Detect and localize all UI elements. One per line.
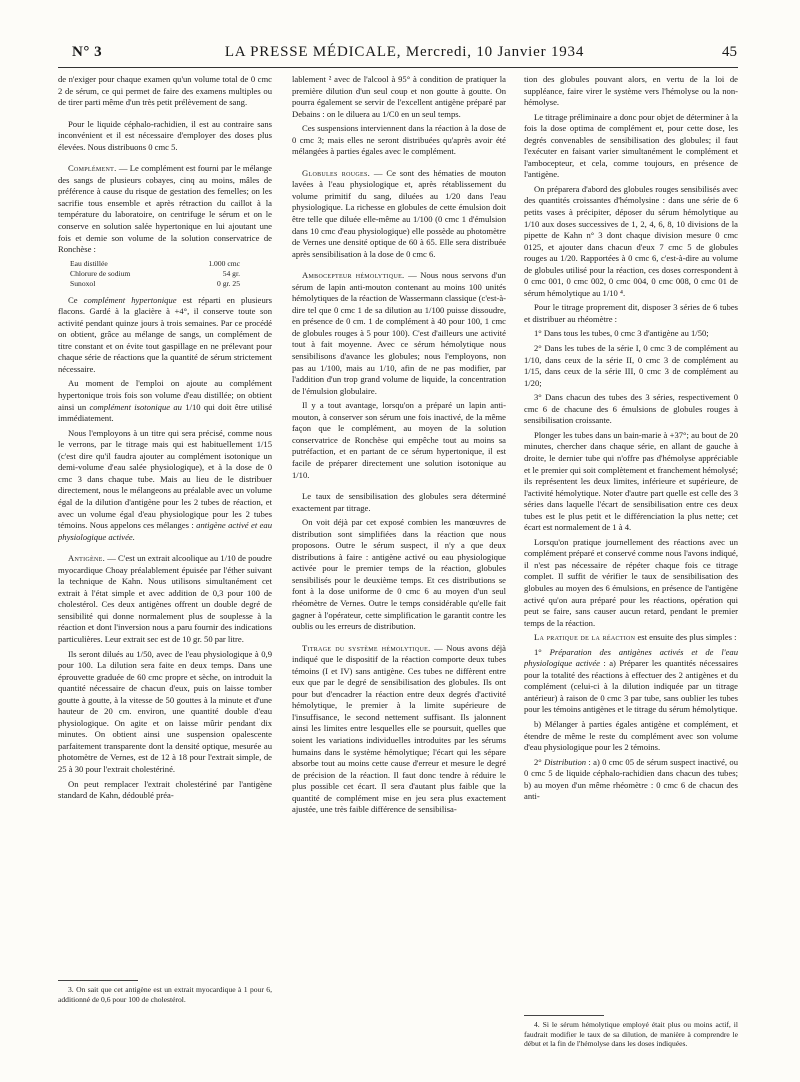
footnote: 3. On sait que cet antigène est un extrait myocardique à 1 pour 6, additionné de 0,6 pour 100 de cholestérol. [58,985,272,1004]
paragraph: de n'exiger pour chaque examen qu'un volume total de 0 cmc 2 de sérum, ce qui permet de faire des examens multiples ou de tirer parti même d'un très petit prélèvement de sang. [58,74,272,108]
list-item: 2° Dans les tubes de la série I, 0 cmc 3 de complément au 1/10, dans ceux de la série II, 0 cmc 3 de complément au 1/15, dans ceux de la série III, 0 cmc 3 de complément au 1/20; [524,343,738,388]
paragraph: Ils seront dilués au 1/50, avec de l'eau physiologique à 0,9 pour 100. La dilution sera faite en deux temps. Dans une éprouvette graduée de 60 cmc propre et sèche, on introduit la quantité nécessaire de chacun d'eux, puis on laisse tomber goutte à goutte, à la vitesse de 50 gouttes à la minute et d'une hauteur de 20 cm. environ, une quantité double d'eau physiologique. On agite et on laisse mûrir pendant dix minutes. On obtient ainsi une suspension opalescente parfaitement transparente dont la densité optique, mesurée au photomètre de Vernes, est de 12 à 18 pour l'extrait simple, de 25 à 30 pour l'extrait cholestériné. [58,648,272,774]
paragraph: On peut remplacer l'extrait cholestériné par l'antigène standard de Kahn, dédoublé préa- [58,778,272,801]
section-pratique: La pratique de la réaction est ensuite des plus simples : [534,632,737,643]
recipe-item: Chlorure de sodium 54 gr. [70,268,240,278]
paragraph: lablement ² avec de l'alcool à 95° à condition de pratiquer la première dilution d'un seul coup et non goutte à goutte. On pourra également se servir de l'excellent antigène préparé par Debains : on le diluera au 1/C0 en un seul temps. [292,74,506,119]
paragraph: Ces suspensions interviennent dans la réaction à la dose de 0 cmc 3; mais elles ne seront distribuées qu'après avoir été mélangées à parties égales avec le complément. [292,123,506,157]
section-heading: Globules rouges. [302,167,371,178]
issue-number: N° 3 [72,44,103,60]
list-item: 1° Préparation des antigènes activés et de l'eau physiologique activée : a) Préparer les quantités nécessaires pour la totalité des réactions à effectuer des 2 antigènes et du complément (celui-ci à la dilution indiquée par un titrage antérieur) à raison de 0 cmc 3 par tube, sans oublier les tubes pour les témoins antigènes et le titrage du sérum hémolytique. [524,646,738,715]
paragraph: tion des globules pouvant alors, en vertu de la loi de suppléance, faire virer le système vers l'hémolyse ou la non-hémolyse. [524,74,738,108]
paragraph: Il y a tout avantage, lorsqu'on a préparé un lapin anti-mouton, à conserver son sérum une fois inactivé, de la même façon que le complément, au moyen de la solution conservatrice de Ronchèse qui empêche tout au moins sa putréfaction, et en partant de ce sérum hypertonique, il est facile de préparer directement une solution isotonique au 1/10. [292,400,506,480]
paragraph: Plonger les tubes dans un bain-marie à +37°; au bout de 20 minutes, chercher dans chaque série, en allant de gauche à droite, le dernier tube qui n'offre pas d'hémolyse appréciable et le premier qui soit complètement et franchement hémolysé; ils représentent les deux limites, inférieure et supérieure, de l'activité hémolytique. Noter d'autre part quelle est celle des 3 séries dans laquelle l'écart de sensibilisation entre ces deux tubes est le plus petit et le différenciation la plus nette; cet écart est normalement de 1 à 4. [524,429,738,533]
page-header [72,44,737,68]
page-number: 45 [722,44,737,60]
footnote-area [524,1009,738,1052]
paragraph: Le titrage préliminaire a donc pour objet de déterminer à la fois la dose optima de complément et, pour cette dose, les degrés convenables de sensibilisation des globules; il faut l'exécuter en faisant varier simultanément le complément et l'ambocepteur, et cela, comme toujours, en présence de l'antigène. [524,111,738,180]
footnote: 4. Si le sérum hémolytique employé était plus ou moins actif, il faudrait modifier le taux de sa dilution, de manière à comprendre le début et la fin de l'hémolyse dans les doses indiquées. [524,1020,738,1049]
recipe-item: Sunoxol 0 gr. 25 [70,278,240,288]
section-antigene: Antigène. — C'est un extrait alcoolique au 1/10 de poudre myocardique Choay préalablement épuisée par l'éther suivant la technique de Kahn. Nous utilisons simultanément cet extrait à l'état simple et avec addition de 0,3 pour 100 de cholestérol. Ces deux antigènes offrent un double degré de sensibilité qui donne normalement plus de souplesse à la réaction et dont l'inversion nous a paru fournir des indications particulières. Leur extrait sec est de 10 gr. 50 par litre. [58,553,272,644]
section-ambocepteur: Ambocepteur hémolytique. — Nous nous servons d'un sérum de lapin anti-mouton contenant au moins 100 unités hémolytiques de la réaction de Wassermann classique (c'est-à-dire tel que 0 cmc 1 de sa dilution au 1/100 puisse dissoudre, en présence de 0 cm. 1 de complément à 40 pour 100, 1 cmc de globules rouges à 5 pour 100). C'est d'ailleurs une activité tout à fait moyenne. Avec ce sérum hémolytique nous sensibilisons d'avance les globules; nous l'employons, non pas au 1/100, mais au 1/10, afin de ne pas modifier, par l'addition d'un trop grand volume de liquide, la concentration de l'émulsion globulaire. [292,270,506,396]
footnote-rule [524,1015,604,1016]
column-1 [58,74,272,1070]
paragraph: Pour le liquide céphalo-rachidien, il est au contraire sans inconvénient et il est nécessaire d'employer des doses plus élevées. Nous distribuons 0 cmc 5. [58,118,272,152]
column-3 [524,74,738,1070]
paragraph: Nous l'employons à un titre qui sera précisé, comme nous le verrons, par le titrage mais qui est habituellement 1/15 (c'est dire qu'il faudra ajouter au complément isotonique un demi-volume d'eau salée physiologique), et à la dose de 0 cmc 3 dans chaque tube. Mais au lieu de le distribuer directement, nous le mélangeons au préalable avec un volume égal de la dilution d'antigène pour les 2 tubes de réaction, et avec un volume égal d'eau physiologique pour les 2 tubes témoins. Nous appelons ces mélanges : antigène activé et eau physiologique activée. [58,427,272,542]
paragraph: Le taux de sensibilisation des globules sera déterminé exactement par titrage. [292,491,506,513]
paragraph: On voit déjà par cet exposé combien les manœuvres de distribution sont simplifiées dans la réaction que nous proposons. Outre le sérum suspect, il n'y a que deux distributions à faire : antigène activé ou eau physiologique activée pour le premier temps de la réaction, globules sensibilisés pour le deuxième temps. Et ces distributions se font à la dose uniforme de 0 cmc 6 au moyen d'un seul rhéomètre de Vernes. Outre le temps considérable qu'elle fait gagner à l'opérateur, cette simplification le garantit contre les oublis ou les erreurs de distribution. [292,517,506,632]
paragraph: Ce complément hypertonique est réparti en plusieurs flacons. Gardé à la glacière à +4°, il conserve toute son activité pendant quinze jours à trois semaines. Par ce procédé on obtient, grâce au mélange de sangs, un complément de titre constant et on évite tout gaspillage en ne prélevant pour chaque série de réactions que la quantité de sérum strictement nécessaire. [58,294,272,374]
header-rule [58,67,738,68]
recipe-item: Eau distillée 1.000 cmc [70,258,240,268]
section-heading: Titrage du système hémolytique. [302,642,431,653]
section-complement: Complément. — Le complément est fourni par le mélange des sangs de plusieurs cobayes, cinq au moins, mâles de préférence à cause du risque de gestation des femelles; on les sacrifie tous ensemble et après rétraction du caillot à la température du laboratoire, on centrifuge le sérum et on le conserve en solution salée hypertonique en lui ajoutant une fois et demie son volume de la solution conservatrice de Ronchèse : [58,163,272,255]
list-item: 1° Dans tous les tubes, 0 cmc 3 d'antigène au 1/50; [534,328,709,339]
footnote-area [58,974,272,1007]
section-heading: La pratique de la réaction [534,632,636,643]
paragraph: On préparera d'abord des globules rouges sensibilisés avec des quantités croissantes d'hémolysine : dans une série de 6 petits vases à précipiter, déposer du sérum hémolytique au 1/10 aux doses successives de 1, 2, 4, 6, 8, 10 divisions de la pipette de Kahn n° 3 dont chaque division mesure 0 cmc 0125, et ajouter dans chacun d'eux 7 cmc 5 de globules rouges au 1/20. Rapportées à 0 cmc 6, c'est-à-dire au volume de globules utilisé pour la réaction, ces doses correspondent à 0 cmc 001, 0 cmc 002, 0 cmc 004, 0 cmc 008, 0 cmc 01 de sérum hémolytique au 1/10 ⁴. [524,183,738,298]
section-heading: Complément. [68,163,117,174]
paragraph: Lorsqu'on pratique journellement des réactions avec un complément préparé et conservé comme nous l'avons indiqué, il n'est pas nécessaire de répéter chaque fois ce titrage complet. Il suffit de vérifier le taux de sensibilisation des globules au moyen des 6 émulsions, en présence de l'antigène activé qu'on aura préparé pour les réactions, opération qui peut se faire, sans causer aucun retard, pendant le premier temps de la réaction. [524,536,738,628]
section-heading: Antigène. [68,553,106,564]
column-2 [292,74,506,1070]
list-item: 2° Distribution : a) 0 cmc 05 de sérum suspect inactivé, ou 0 cmc 5 de liquide céphalo-rachidien dans chacun des tubes; b) au moyen d'un même rhéomètre : 0 cmc 6 de chacun des anti- [524,756,738,802]
footnote-rule [58,980,138,981]
section-heading: Ambocepteur hémolytique. [302,270,405,281]
list-item: 3° Dans chacun des tubes des 3 séries, respectivement 0 cmc 6 de chacune des 6 émulsions de globules rouges à sensibilisation croissante. [524,392,738,426]
recipe-list [70,259,272,289]
journal-title: LA PRESSE MÉDICALE, Mercredi, 10 Janvier 1934 [224,44,585,60]
list-item: b) Mélanger à parties égales antigène et complément, et étendre de même le reste du complément avec son volume d'eau physiologique pour les 2 témoins. [524,718,738,753]
paragraph: Pour le titrage proprement dit, disposer 3 séries de 6 tubes et distribuer au rhéomètre : [524,302,738,324]
section-titrage: Titrage du système hémolytique. — Nous avons déjà indiqué que le dispositif de la réaction comporte deux tubes témoins (I et IV) sans antigène. Ces tubes ne diffèrent entre eux que par le degré de sensibilisation des globules. Ils ont pour but d'encadrer la réaction entre deux degrés d'activité hémolytique, le premier à la limite supérieure de l'insuffisance, le second nettement suffisant. Ils jalonnent ainsi les limites entre lesquelles elle se poursuit, quelles que soient les variations individuelles introduites par les sérums humains dans le système hémolytique; l'écart qui les sépare absorbe tout au moins cette cause d'erreur et mesure le degré de précision de la réaction. Il faut donc tendre à réduire le plus possible cet écart. Il sera d'autant plus faible que la quantité de complément mise en jeu sera plus exactement ajustée, une très faible différence de sensibilisa- [292,642,506,815]
paragraph: Au moment de l'emploi on ajoute au complément hypertonique trois fois son volume d'eau distillée; on obtient ainsi un complément isotonique au 1/10 qui doit être utilisé immédiatement. [58,378,272,424]
section-globules: Globules rouges. — Ce sont des hématies de mouton lavées à l'eau physiologique et, après rétablissement du volume primitif du sang, diluées au 1/20 dans l'eau physiologique. La richesse en globules de cette émulsion doit être telle que diluée elle-même au 1/100 (0 cmc 1 d'émulsion dans 10 cmc d'eau physiologique) elle possède au photomètre de Vernes une densité optique de 60 à 65. Elle sera distribuée après sensibilisation à la dose de 0 cmc 6. [292,167,506,259]
